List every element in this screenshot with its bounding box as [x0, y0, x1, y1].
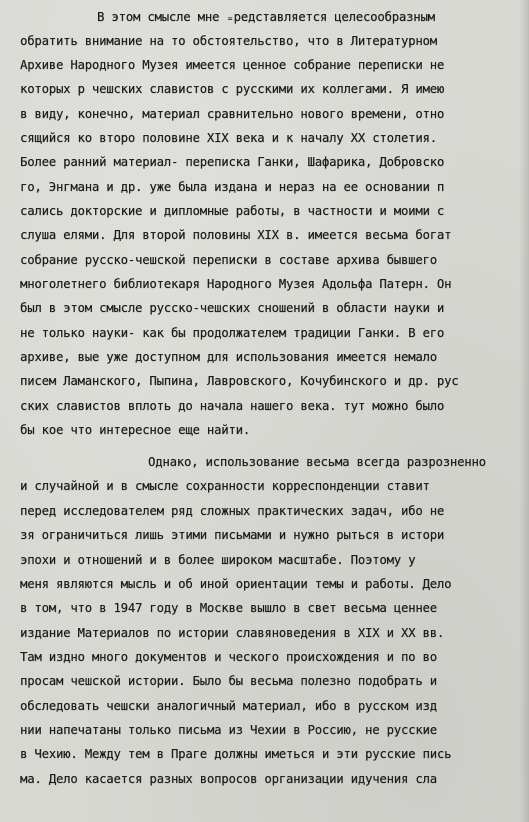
text-line: был в этом смысле русско-чешских сношений в области науки и: [20, 301, 445, 315]
text-line: сались докторские и дипломные работы, в частности и моими с: [20, 204, 445, 218]
text-line: меня являются мысль и об иной ориентации темы и работы. Дело: [20, 577, 452, 591]
text-line: просам чешской истории. Было бы весьма полезно подобрать и: [20, 674, 437, 688]
text-line: ма. Дело касается разных вопросов организации идучения сла: [20, 772, 437, 786]
text-line: Однако, использование весьма всегда разрозненно: [148, 455, 486, 469]
text-line: многолетнего библиотекаря Народного Музея Адольфа Патерн. Он: [20, 277, 452, 291]
text-line: нии напечатаны только письма из Чехии в Россию, не русские: [20, 723, 437, 737]
text-line: в Чехию. Между тем в Праге должны иметься и эти русские пись: [20, 747, 452, 761]
text-line: бы кое что интересное еще найти.: [20, 423, 250, 437]
text-line: не только науки- как бы продолжателем традиции Ганки. В его: [20, 326, 445, 340]
text-line: эпохи и отношений и в более широком масштабе. Поэтому у: [20, 553, 416, 567]
text-line: В этом смысле мне ₌редставляется целесообразным: [97, 10, 435, 24]
text-line: в том, что в 1947 году в Москве вышло в свет весьма ценнее: [20, 601, 437, 615]
text-line: зя ограничиться лишь этими письмами и нужно рыться в истори: [20, 528, 445, 542]
text-line: перед исследователем ряд сложных практических задач, ибо не: [20, 504, 445, 518]
text-line: го, Энгмана и др. уже была издана и нераз на ее основании п: [20, 180, 445, 194]
text-line: Более ранний материал- переписка Ганки, Шафарика, Добровско: [20, 155, 445, 169]
text-line: Там издно много документов и ческого происхождения и по во: [20, 650, 437, 664]
text-line: в виду, конечно, материал сравнительно нового времени, отно: [20, 107, 445, 121]
text-line: издание Материалов по истории славяноведения в XIX и XX вв.: [20, 626, 445, 640]
text-line: которых р чешских славистов с русскими их коллегами. Я имею: [20, 82, 445, 96]
text-line: и случайной и в смысле сохранности корреспонденции ставит: [20, 479, 430, 493]
page-edge-shadow: [519, 0, 529, 822]
text-line: обратить внимание на то обстоятельство, что в Литературном: [20, 34, 437, 48]
text-line: писем Ламанского, Пыпина, Лавровского, Кочубинского и др. рус: [20, 374, 459, 388]
text-line: обследовать чешски аналогичный материал, ибо в русском изд: [20, 699, 437, 713]
text-line: сящийся ко второ половине XIX века и к началу XX столетия.: [20, 131, 437, 145]
text-line: слуша елями. Для второй половины XIX в. имеется весьма богат: [20, 228, 452, 242]
text-line: архиве, вые уже доступном для использования имеется немало: [20, 350, 437, 364]
text-line: собрание русско-чешской переписки в составе архива бывшего: [20, 253, 437, 267]
text-line: Архиве Народного Музея имеется ценное собрание переписки не: [20, 58, 445, 72]
text-line: ских славистов вплоть до начала нашего века. тут можно было: [20, 399, 445, 413]
